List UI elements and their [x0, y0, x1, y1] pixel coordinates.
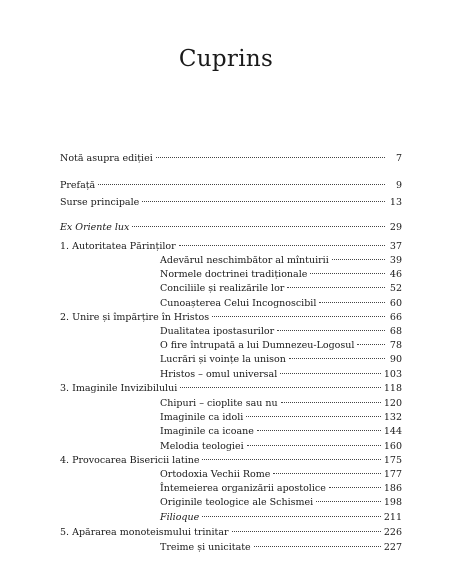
dot-leader [281, 402, 381, 403]
toc-page-number: 226 [383, 527, 402, 538]
toc-subentry [160, 441, 402, 453]
toc-page-number: 37 [389, 241, 402, 252]
dot-leader [202, 459, 380, 460]
toc-entry-label: Melodia teologiei [160, 440, 244, 452]
toc-entry-label: Imaginile ca icoane [160, 426, 254, 438]
toc-page-number: 60 [389, 297, 402, 309]
toc-page-number: 46 [389, 269, 402, 281]
toc-page-number: 144 [383, 426, 402, 438]
toc-entry [60, 222, 402, 234]
toc-page-number: 186 [383, 483, 402, 495]
toc-entry-label: 1. Autoritatea Părinților [60, 241, 176, 252]
dot-leader [329, 487, 381, 488]
toc-entry-label: Întemeierea organizării apostolice [160, 483, 326, 495]
toc-page-number: 177 [383, 469, 402, 480]
toc-subentry [160, 326, 402, 338]
toc-chapter [60, 312, 402, 324]
dot-leader [310, 273, 385, 274]
dot-leader [98, 184, 385, 185]
toc-page-number: 118 [383, 383, 402, 394]
toc-entry-label: Filioque [160, 511, 200, 523]
toc-subentry [160, 542, 402, 554]
toc-subentry [160, 483, 402, 495]
dot-leader [180, 387, 381, 388]
toc-entry-label: 3. Imaginile Invizibilului [60, 383, 178, 394]
toc-entry-label: Normele doctrinei tradiționale [160, 269, 308, 281]
toc-subentry [160, 398, 402, 410]
dot-leader [316, 501, 381, 502]
toc-entry-label: Surse principale [60, 197, 140, 208]
dot-leader [254, 546, 381, 547]
toc-page-number: 103 [383, 368, 402, 380]
toc-subentry [160, 340, 402, 352]
toc-entry-label: 4. Provocarea Bisericii latine [60, 455, 200, 466]
toc-entry-label: Dualitatea ipostasurilor [160, 326, 275, 337]
toc-page-number: 227 [383, 542, 402, 553]
toc-page-number: 39 [389, 255, 402, 266]
dot-leader [246, 416, 381, 417]
toc-chapter [60, 383, 402, 395]
toc-page-number: 66 [389, 312, 402, 323]
toc-entry-label: Chipuri – cioplite sau nu [160, 398, 278, 409]
toc-entry-label: Ortodoxia Vechii Rome [160, 469, 271, 480]
dot-leader [257, 430, 381, 431]
toc-entry-label: Notă asupra ediției [60, 153, 153, 164]
toc-subentry [160, 469, 402, 481]
toc-entry-label: Adevărul neschimbător al mîntuirii [160, 255, 329, 266]
toc-chapter [60, 455, 402, 467]
dot-leader [142, 201, 385, 202]
toc-entry-label: Lucrări și voințe la unison [160, 354, 286, 366]
toc-page-number: 120 [383, 398, 402, 409]
dot-leader [132, 226, 385, 227]
toc-subentry [160, 269, 402, 281]
toc-page-number: 52 [389, 283, 402, 295]
dot-leader [156, 157, 385, 158]
dot-leader [179, 245, 385, 246]
toc-page-number: 175 [383, 455, 402, 466]
dot-leader [287, 287, 385, 288]
dot-leader [332, 259, 385, 260]
toc-entry-label: Ex Oriente lux [60, 222, 130, 233]
toc-subentry [160, 426, 402, 438]
toc-page-number: 78 [389, 340, 402, 352]
dot-leader [273, 473, 380, 474]
toc-subentry [160, 298, 402, 310]
dot-leader [202, 516, 381, 517]
toc-entry [60, 153, 402, 165]
toc-subentry [160, 512, 402, 524]
toc-entry-label: Treime și unicitate [160, 542, 251, 553]
dot-leader [212, 316, 385, 317]
toc-page-number: 198 [383, 497, 402, 509]
toc-chapter [60, 241, 402, 253]
toc-entry-label: O fire întrupată a lui Dumnezeu-Logosul [160, 340, 355, 352]
toc-entry-label: Imaginile ca idoli [160, 412, 244, 424]
toc-subentry [160, 354, 402, 366]
toc-subentry [160, 412, 402, 424]
toc-page-number: 132 [383, 412, 402, 424]
dot-leader [319, 302, 385, 303]
toc-subentry [160, 283, 402, 295]
toc-entry-label: Hristos – omul universal [160, 368, 278, 380]
dot-leader [289, 358, 385, 359]
toc-entry-label: 5. Apărarea monoteismului trinitar [60, 527, 229, 538]
toc-subentry [160, 369, 402, 381]
toc-page-number: 29 [389, 222, 402, 233]
toc-page-number: 90 [389, 354, 402, 366]
toc-page-number: 9 [395, 180, 402, 191]
toc-entry [60, 197, 402, 209]
toc-entry [60, 180, 402, 192]
toc-page-number: 68 [389, 326, 402, 337]
toc-entry-label: Conciliile și realizările lor [160, 283, 285, 295]
toc-entry-label: 2. Unire și împărțire în Hristos [60, 312, 210, 323]
toc-chapter [60, 527, 402, 539]
toc-entry-label: Prefață [60, 180, 96, 191]
dot-leader [357, 344, 385, 345]
page-title: Cuprins [178, 46, 274, 72]
toc-page-number: 211 [383, 511, 402, 523]
toc-subentry [160, 497, 402, 509]
toc-page-number: 13 [389, 197, 402, 208]
toc-page-number: 160 [383, 440, 402, 452]
toc-subentry [160, 255, 402, 267]
toc-entry-label: Originile teologice ale Schismei [160, 497, 314, 509]
dot-leader [232, 531, 381, 532]
toc-entry-label: Cunoașterea Celui Incognoscibil [160, 297, 317, 309]
dot-leader [277, 330, 385, 331]
toc-page-number: 7 [395, 153, 402, 164]
dot-leader [247, 445, 381, 446]
dot-leader [280, 373, 381, 374]
